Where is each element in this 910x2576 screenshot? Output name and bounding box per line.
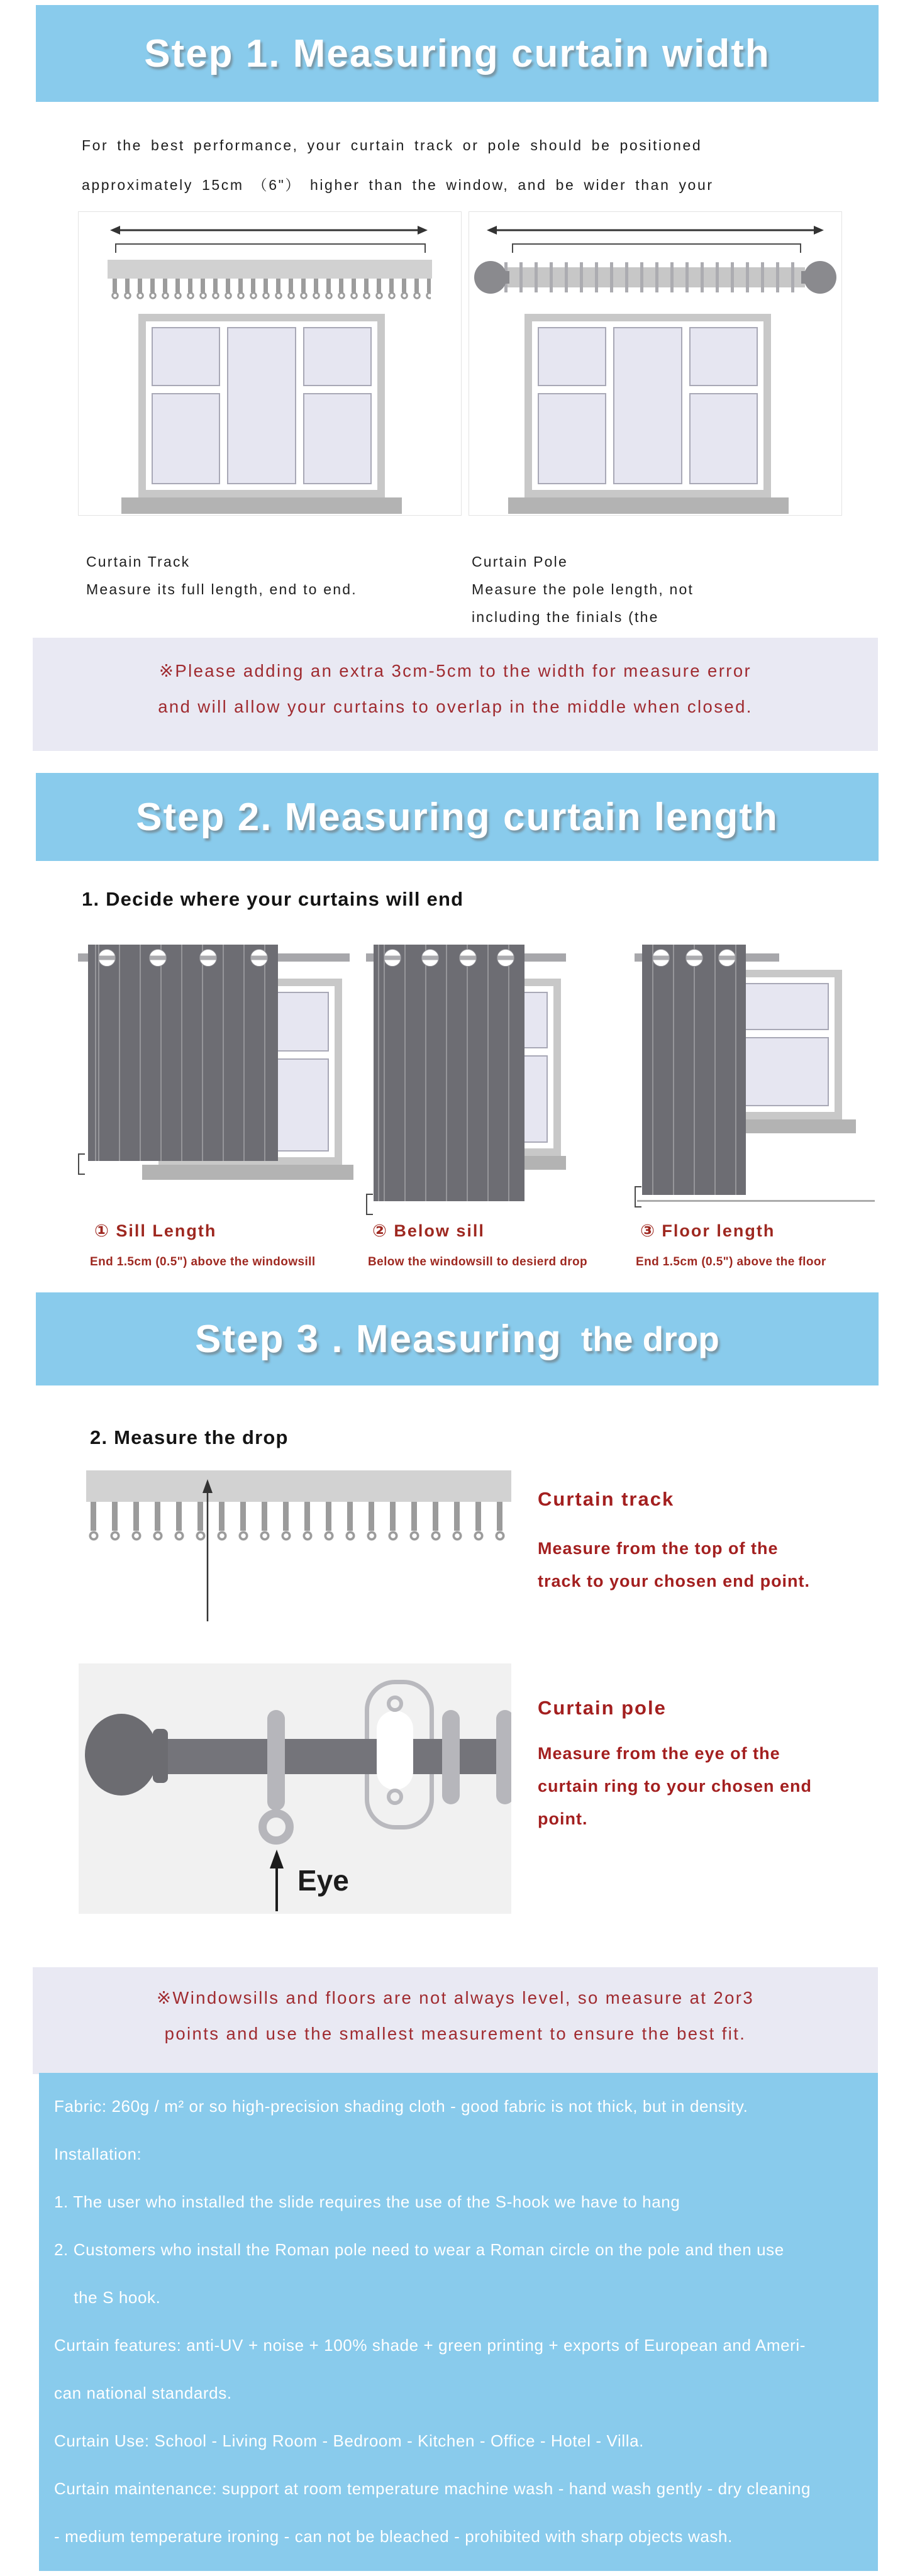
curtain-ring — [267, 1710, 285, 1811]
curtain-panel — [374, 945, 524, 1201]
option1-label: ① Sill Length — [94, 1221, 217, 1240]
track-hooks — [86, 1502, 511, 1542]
curtain-panel — [88, 945, 278, 1161]
ring-eye — [258, 1809, 294, 1845]
step3-heading: 2. Measure the drop — [90, 1426, 289, 1448]
pole-rings — [504, 262, 806, 292]
pole-finial-neck — [153, 1729, 168, 1783]
info-line: Fabric: 260g / m² or so high-precision shading cloth - good fabric is not thick, but in density. — [54, 2097, 748, 2116]
curtain-track-diagram — [78, 211, 462, 516]
sill-length-diagram — [78, 943, 350, 1220]
product-info-box — [39, 2073, 878, 2571]
pole-finial-neck — [801, 271, 809, 284]
drop-note-line2: points and use the smallest measurement to ensure the best fit. — [164, 2024, 746, 2043]
grommet-icon — [199, 949, 217, 967]
pole-drop-line1: Measure from the eye of the — [538, 1744, 780, 1763]
track-hooks — [109, 279, 431, 301]
window-illustration — [524, 314, 771, 497]
step2-heading: 1. Decide where your curtains will end — [82, 888, 464, 910]
track-drop-lines — [538, 1532, 810, 1597]
option3-desc: End 1.5cm (0.5") above the floor — [636, 1255, 826, 1269]
track-caption-title: Curtain Track — [86, 553, 191, 570]
grommet-icon — [652, 949, 670, 967]
width-note-line2: and will allow your curtains to overlap in the middle when closed. — [158, 697, 753, 716]
windowsill — [142, 1165, 353, 1180]
bracket-center-oval — [377, 1711, 413, 1790]
window-pane — [737, 983, 829, 1030]
grommet-row — [642, 949, 746, 967]
step3-banner — [36, 1292, 879, 1385]
end-point-bracket — [366, 1194, 373, 1215]
curtain-panel — [642, 945, 746, 1195]
pole-caption-title: Curtain Pole — [472, 553, 568, 570]
option2-label: ② Below sill — [372, 1221, 485, 1240]
info-line: Curtain maintenance: support at room temperature machine wash - hand wash gently - dry cleaning — [54, 2479, 811, 2498]
intro-text-line1: For the best performance, your curtain track or pole should be positioned — [82, 137, 702, 153]
up-arrow-icon — [199, 1479, 216, 1621]
width-double-arrow-icon — [110, 225, 428, 236]
grommet-icon — [250, 949, 268, 967]
window-panes — [532, 321, 763, 490]
option3-label: ③ Floor length — [640, 1221, 775, 1240]
end-point-bracket — [635, 1186, 641, 1208]
pole-caption-line: including the finials (the — [472, 609, 659, 625]
pole-finial-neck — [502, 271, 509, 284]
pole-drop-line3: point. — [538, 1809, 588, 1828]
window-pane — [303, 327, 372, 386]
step1-banner-title: Step 1. Measuring curtain width — [144, 31, 770, 75]
end-point-bracket — [78, 1153, 85, 1175]
drop-note-box — [33, 1967, 878, 2074]
info-line: Installation: — [54, 2145, 142, 2163]
pole-drop-title: Curtain pole — [538, 1697, 667, 1719]
eye-label: Eye — [297, 1864, 349, 1897]
info-line: 1. The user who installed the slide requires the use of the S-hook we have to hang — [54, 2192, 680, 2211]
step2-banner — [36, 773, 879, 861]
window-panes — [146, 321, 377, 490]
pole-finial-ball — [85, 1714, 158, 1796]
info-line: Curtain Use: School - Living Room - Bedroom - Kitchen - Office - Hotel - Villa. — [54, 2431, 645, 2450]
grommet-row — [88, 949, 278, 967]
window-panes — [731, 977, 835, 1112]
measure-bracket — [115, 243, 426, 253]
track-drop-line2: track to your chosen end point. — [538, 1572, 811, 1591]
curtain-ring — [496, 1710, 511, 1804]
info-line: 2. Customers who install the Roman pole need to wear a Roman circle on the pole and then use — [54, 2240, 784, 2259]
window-pane — [227, 327, 296, 484]
window-pane — [538, 393, 606, 484]
option2-desc: Below the windowsill to desierd drop — [368, 1255, 588, 1269]
bracket-screw-hole — [387, 1789, 403, 1805]
window-pane — [152, 327, 220, 386]
window-pane — [689, 393, 758, 484]
window-pane — [613, 327, 682, 484]
info-line: - medium temperature ironing - can not be bleached - prohibited with sharp objects wash. — [54, 2527, 733, 2546]
grommet-icon — [459, 949, 477, 967]
window-pane — [737, 1037, 829, 1106]
option1-desc: End 1.5cm (0.5") above the windowsill — [90, 1255, 316, 1269]
floor-length-diagram — [635, 943, 846, 1220]
grommet-icon — [98, 949, 116, 967]
eye-up-arrow-icon — [267, 1850, 286, 1911]
floor-line — [637, 1200, 875, 1202]
pole-caption-line: Measure the pole length, not — [472, 581, 694, 597]
step1-banner — [36, 5, 879, 102]
step3-banner-title: Step 3 . Measuring — [195, 1317, 562, 1361]
grommet-icon — [685, 949, 703, 967]
window-pane — [689, 327, 758, 386]
pole-drop-line2: curtain ring to your chosen end — [538, 1777, 813, 1796]
curtain-track-bar — [86, 1470, 511, 1502]
window-illustration — [138, 314, 385, 497]
track-caption-line: Measure its full length, end to end. — [86, 581, 357, 597]
width-double-arrow-icon — [487, 225, 824, 236]
curtain-ring — [442, 1710, 460, 1804]
grommet-row — [374, 949, 524, 967]
curtain-pole-closeup — [79, 1663, 511, 1914]
curtain-track-bar — [108, 260, 432, 279]
drop-note-line1: ※Windowsills and floors are not always level, so measure at 2or3 — [156, 1988, 755, 2007]
info-line: can national standards. — [54, 2384, 232, 2402]
step3-banner-suffix: the drop — [580, 1319, 719, 1358]
track-drop-line1: Measure from the top of the — [538, 1539, 779, 1558]
info-line: the S hook. — [54, 2288, 161, 2307]
windowsill — [508, 497, 789, 514]
grommet-icon — [497, 949, 514, 967]
grommet-icon — [421, 949, 439, 967]
step2-banner-title: Step 2. Measuring curtain length — [136, 795, 779, 839]
window-pane — [152, 393, 220, 484]
curtain-pole-diagram — [469, 211, 842, 516]
grommet-icon — [149, 949, 167, 967]
width-note-box — [33, 638, 878, 751]
grommet-icon — [718, 949, 736, 967]
intro-text-line2: approximately 15cm （6"） higher than the window, and be wider than your — [82, 177, 714, 193]
track-drop-title: Curtain track — [538, 1488, 675, 1510]
bracket-screw-hole — [387, 1696, 403, 1712]
windowsill — [121, 497, 402, 514]
width-note-line1: ※Please adding an extra 3cm-5cm to the width for measure error — [158, 661, 752, 680]
measure-bracket — [512, 243, 801, 253]
grommet-icon — [384, 949, 401, 967]
window-pane — [538, 327, 606, 386]
below-sill-diagram — [366, 943, 566, 1220]
pole-drop-lines — [538, 1737, 812, 1835]
window-pane — [303, 393, 372, 484]
info-line: Curtain features: anti-UV + noise + 100% shade + green printing + exports of European and Ameri- — [54, 2336, 806, 2355]
